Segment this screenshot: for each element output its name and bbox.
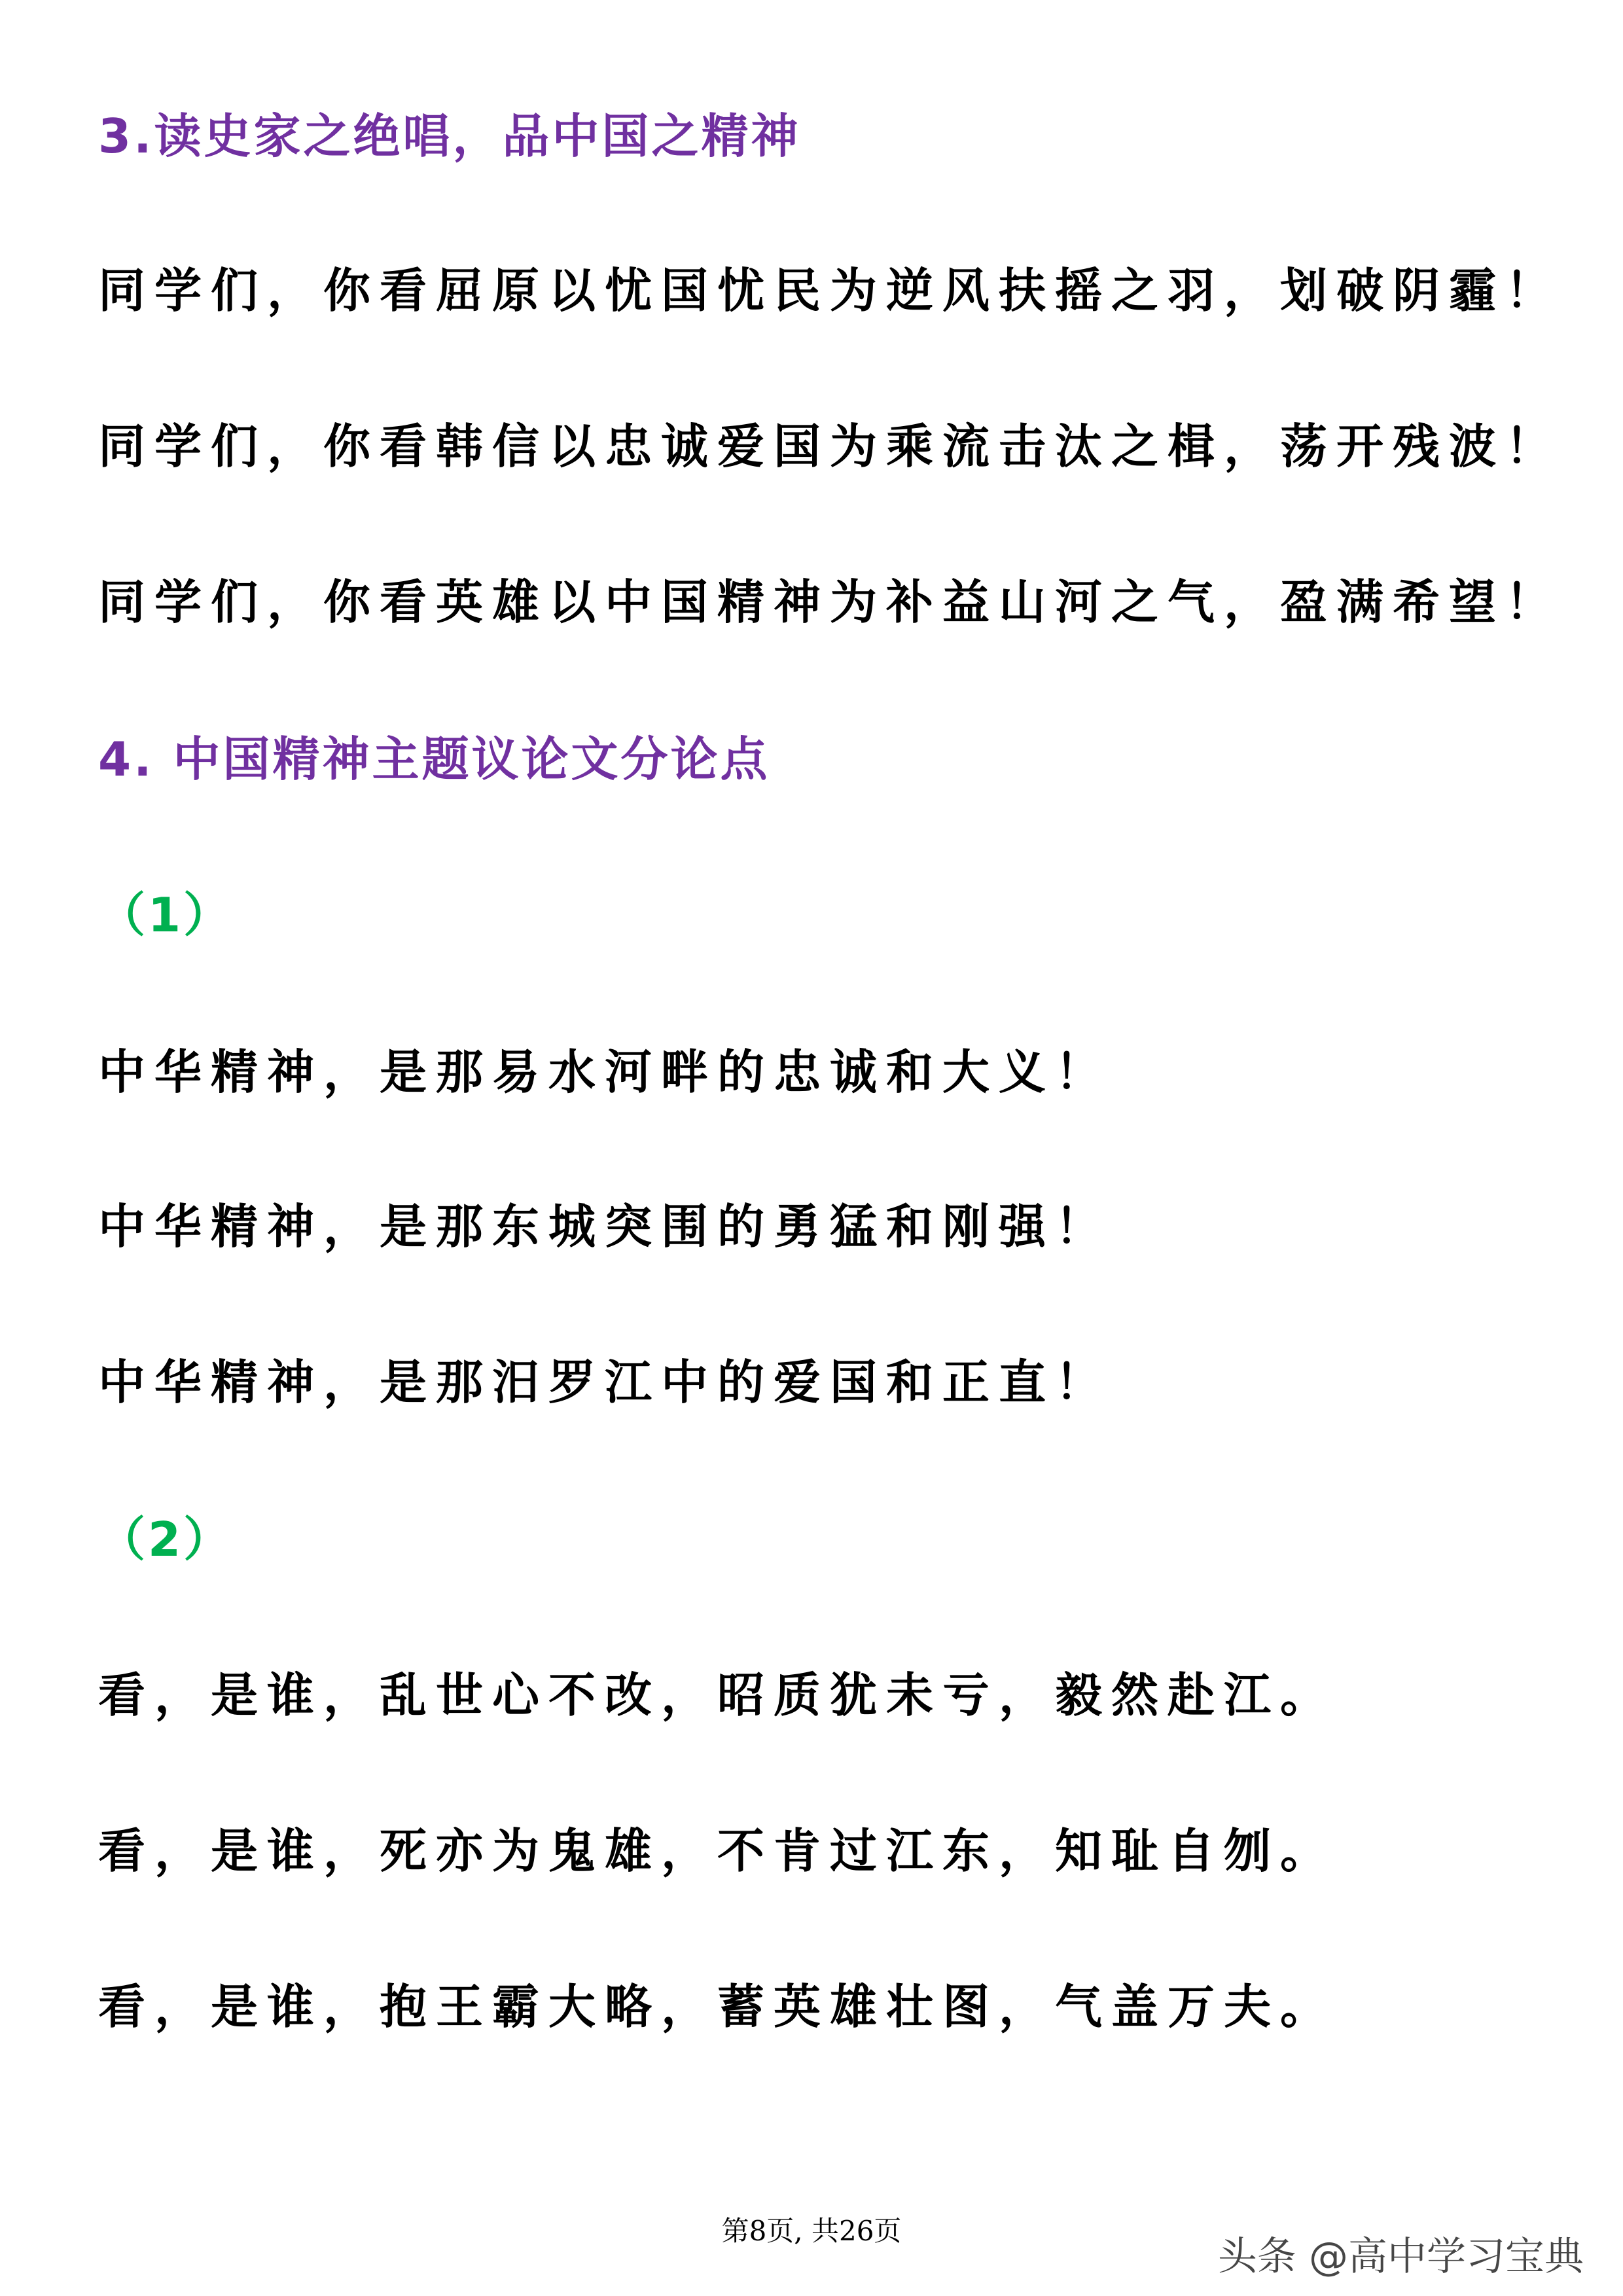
subsection-label-2: （2） [98, 1512, 234, 1567]
paragraph-line: 中华精神，是那东城突围的勇猛和刚强！ [98, 1199, 1112, 1254]
section-4-heading: 4. 中国精神主题议论文分论点 [98, 732, 770, 787]
paragraph-line: 同学们，你看屈原以忧国忧民为逆风扶摇之羽，划破阴霾！ [98, 263, 1562, 318]
page-indicator: 第8页, 共26页 [721, 2215, 902, 2247]
paragraph-line: 看，是谁，死亦为鬼雄，不肯过江东，知耻自刎。 [98, 1823, 1337, 1878]
paragraph-line: 看，是谁，乱世心不改，昭质犹未亏，毅然赴江。 [98, 1668, 1337, 1723]
section-3-heading: 3.读史家之绝唱，品中国之精神 [98, 109, 801, 164]
paragraph-line: 中华精神，是那易水河畔的忠诚和大义！ [98, 1045, 1112, 1100]
paragraph-line: 中华精神，是那汨罗江中的爱国和正直！ [98, 1355, 1112, 1410]
paragraph-line: 同学们，你看英雄以中国精神为补益山河之气，盈满希望！ [98, 575, 1562, 630]
paragraph-line: 同学们，你看韩信以忠诚爱国为乘流击汰之楫，荡开残波！ [98, 419, 1562, 474]
paragraph-line: 看，是谁，抱王霸大略，蓄英雄壮图，气盖万夫。 [98, 1979, 1337, 2034]
subsection-label-1: （1） [98, 888, 234, 942]
watermark: 头条 @高中学习宝典 [1217, 2234, 1584, 2280]
